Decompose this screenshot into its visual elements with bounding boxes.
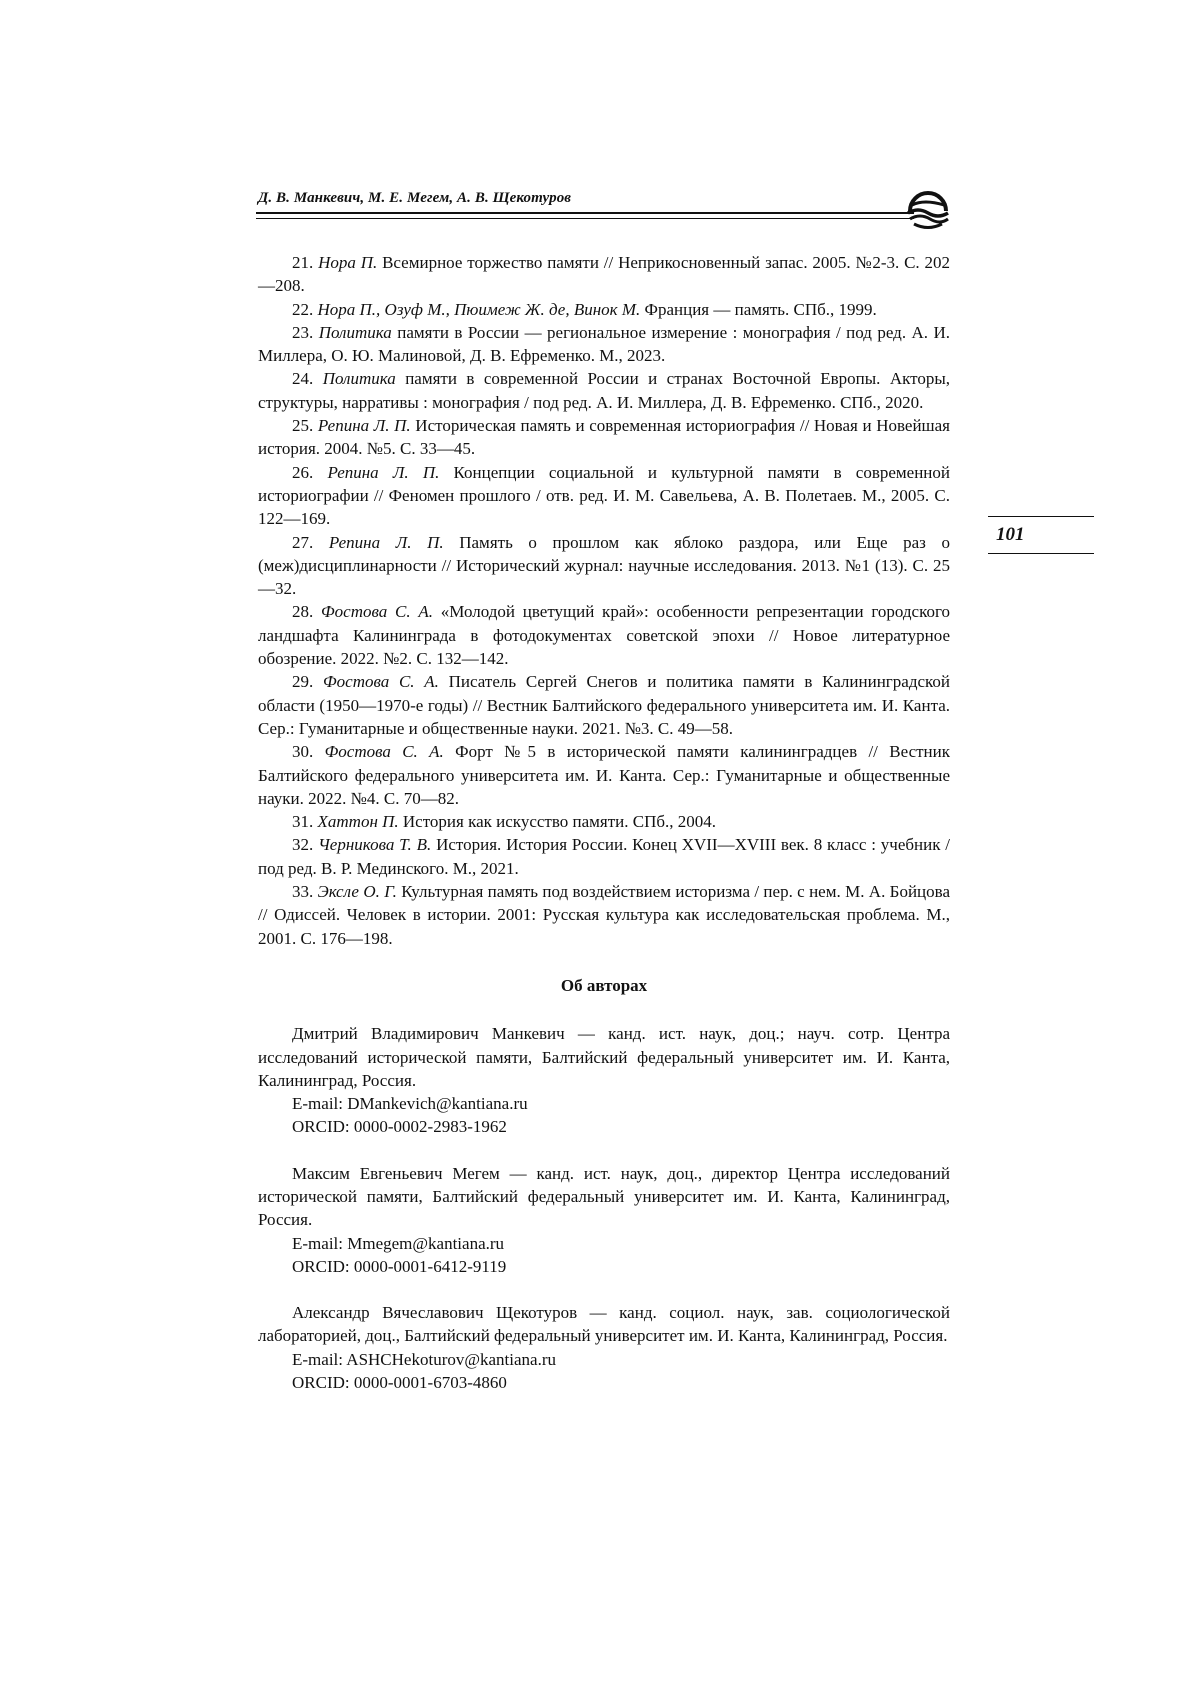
author-bio: Александр Вячеславович Щекотуров — канд. социол. наук, зав. социологической лабораторией, доц., Балтийский федеральный университет им. И. Канта, Калининград, Россия. (258, 1303, 950, 1346)
header-rule-thick (256, 212, 914, 214)
author-block (258, 1022, 950, 1138)
author-orcid: ORCID: 0000-0001-6703-4860 (292, 1373, 507, 1393)
reference-item: 21. Нора П. Всемирное торжество памяти // Неприкосновенный запас. 2005. №2-3. С. 202—208. (258, 253, 950, 296)
wave-sphere-logo-icon (904, 191, 952, 233)
reference-item: 31. Хаттон П. История как искусство памяти. СПб., 2004. (292, 812, 717, 832)
reference-item: 26. Репина Л. П. Концепции социальной и культурной памяти в современной историографии // Феномен прошлого / отв. ред. И. М. Савельева, А. В. Полетаев. М., 2005. С. 122—169. (258, 462, 950, 529)
reference-item: 23. Политика памяти в России — региональное измерение : монография / под ред. А. И. Миллера, О. Ю. Малиновой, Д. В. Ефременко. М., 2023. (258, 322, 951, 366)
reference-item: 24. Политика памяти в современной России и странах Восточной Европы. Акторы, структуры, нарративы : монография / под ред. А. И. Миллера, Д. В. Ефременко. СПб., 2020. (258, 369, 951, 412)
author-block (258, 1162, 950, 1278)
reference-item: 33. Эксле О. Г. Культурная память под воздействием историзма / пер. с нем. М. А. Бойцова // Одиссей. Человек в истории. 2001: Русская культура как исследовательская проблема. М., 2001. С. 176—198. (258, 882, 950, 948)
reference-item: 25. Репина Л. П. Историческая память и современная историография // Новая и Новейшая история. 2004. №5. С. 33—45. (258, 416, 950, 459)
reference-item: 22. Нора П., Озуф М., Пюимеж Ж. де, Винок М. Франция — память. СПб., 1999. (292, 299, 877, 319)
page-number: 101 (996, 524, 1025, 545)
author-email: E-mail: Mmegem@kantiana.ru (292, 1233, 505, 1253)
running-header-authors: Д. В. Манкевич, М. Е. Мегем, А. В. Щекотуров (258, 190, 572, 206)
page-number-box (988, 516, 1094, 554)
author-bio: Максим Евгеньевич Мегем — канд. ист. наук, доц., директор Центра исследований исторической памяти, Балтийский федеральный университет им. И. Канта, Калининград, Россия. (258, 1163, 950, 1230)
reference-item: 28. Фостова С. А. «Молодой цветущий край»: особенности репрезентации городского ландшафта Калининграда в фотодокументах советской эпохи // Новое литературное обозрение. 2022. №2. С. 132—142. (258, 602, 951, 669)
reference-item: 32. Черникова Т. В. История. История России. Конец XVII—XVIII век. 8 класс : учебник / под ред. В. Р. Мединского. М., 2021. (258, 835, 951, 878)
reference-item: 30. Фостова С. А. Форт №5 в исторической памяти калининградцев // Вестник Балтийского федерального университета им. И. Канта. Сер.: Гуманитарные и общественные науки. 2022. №4. С. 70—82. (258, 742, 951, 808)
author-email: E-mail: DMankevich@kantiana.ru (292, 1094, 528, 1114)
author-email: E-mail: ASHCHekoturov@kantiana.ru (292, 1349, 556, 1369)
author-orcid: ORCID: 0000-0002-2983-1962 (292, 1117, 507, 1137)
page-content (258, 251, 950, 1394)
author-block (258, 1301, 950, 1394)
section-title-about-authors: Об авторах (560, 975, 648, 995)
reference-list (258, 251, 950, 950)
reference-item: 29. Фостова С. А. Писатель Сергей Снегов и политика памяти в Калининградской области (1950—1970-е годы) // Вестник Балтийского федерального университета им. И. Канта. Сер.: Гуманитарные и общественные науки. 2021. №3. С. 49—58. (258, 672, 951, 738)
author-orcid: ORCID: 0000-0001-6412-9119 (292, 1256, 507, 1276)
author-bio: Дмитрий Владимирович Манкевич — канд. ист. наук, доц.; науч. сотр. Центра исследований исторической памяти, Балтийский федеральный университет им. И. Канта, Калининград, Россия. (258, 1024, 950, 1090)
reference-item: 27. Репина Л. П. Память о прошлом как яблоко раздора, или Еще раз о (меж)дисциплинарности // Исторический журнал: научные исследования. 2013. №1 (13). С. 25—32. (258, 532, 950, 599)
header-rule-thin (256, 218, 914, 219)
